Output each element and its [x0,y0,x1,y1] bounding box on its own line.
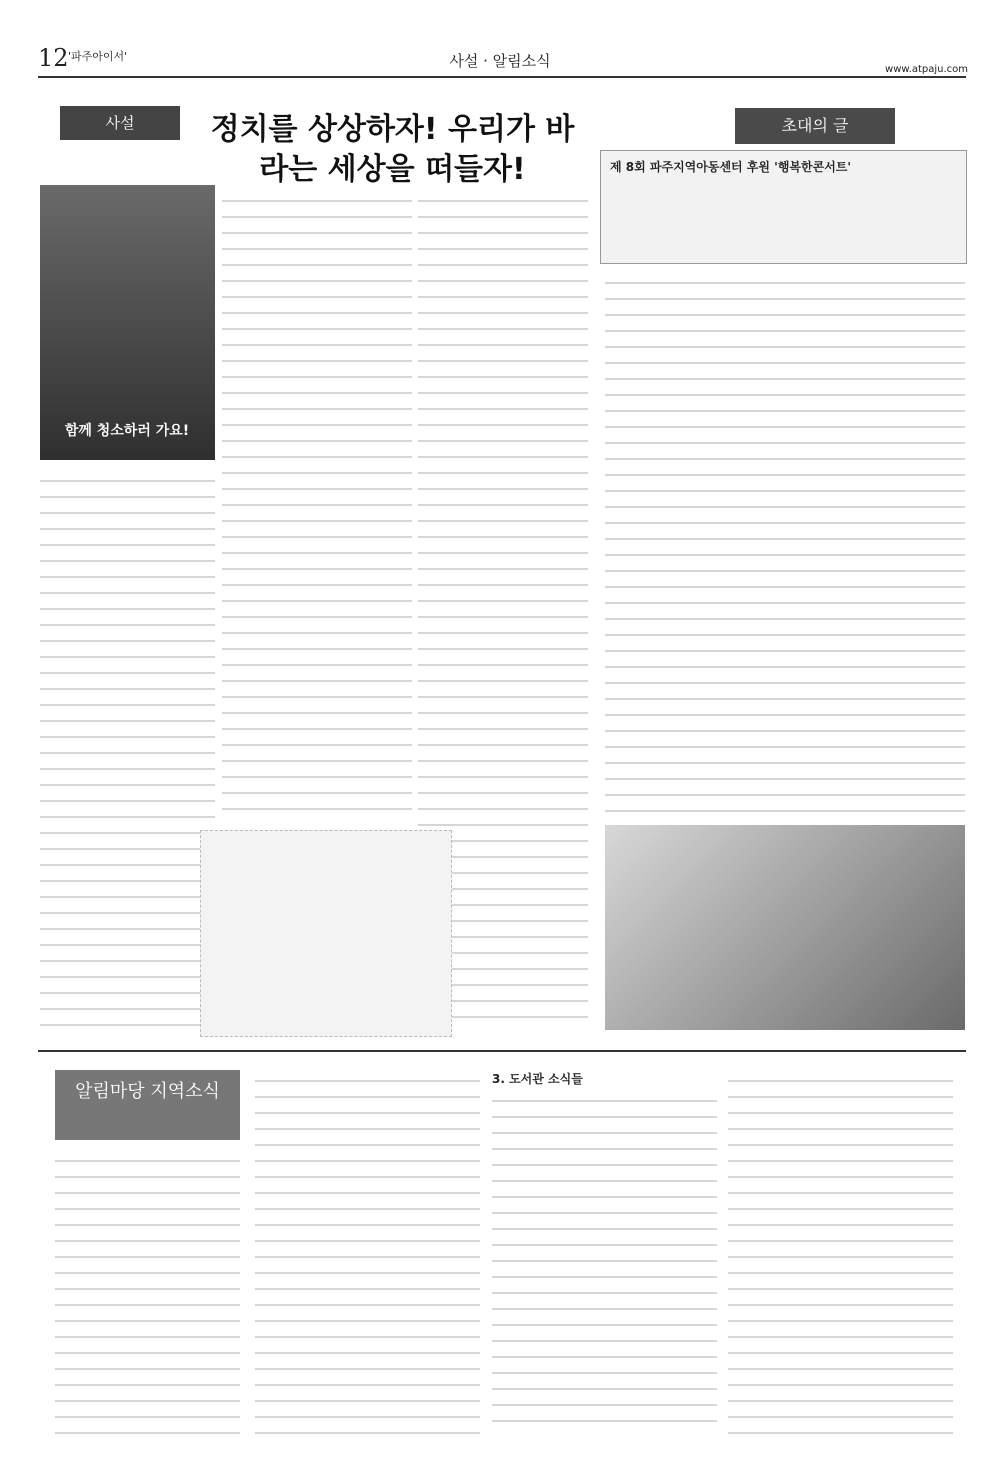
notice-column-1 [55,1150,240,1435]
site-url[interactable]: www.atpaju.com [885,64,968,75]
editorial-headline: 정치를 상상하자! 우리가 바라는 세상을 떠들자! [210,112,575,187]
masthead-slogan: '파주아이서' [68,50,128,63]
page-number: 12 [38,44,69,72]
invitation-tag: 초대의 글 [735,108,895,144]
photo-caption: 함께 청소하러 가요! [64,423,190,439]
cartoon-illustration [200,830,452,1037]
notice-tag: 알림마당 지역소식 [55,1070,240,1140]
invitation-title: 제 8회 파주지역아동센터 후원 '행복한콘서트' [610,160,852,174]
notice-column-4 [728,1070,953,1435]
editorial-tag: 사설 [60,106,180,140]
notice-column-3 [492,1090,717,1435]
editorial-body-column-2 [222,190,412,820]
notice-column-2 [255,1070,480,1435]
header-rule [38,76,966,78]
library-news-title: 3. 도서관 소식들 [492,1072,583,1086]
section-title: 사설 · 알림소식 [449,52,551,70]
editorial-body-column-1 [40,470,215,1040]
invitation-body [605,272,965,817]
concert-photo [605,825,965,1030]
editorial-photo [40,185,215,460]
